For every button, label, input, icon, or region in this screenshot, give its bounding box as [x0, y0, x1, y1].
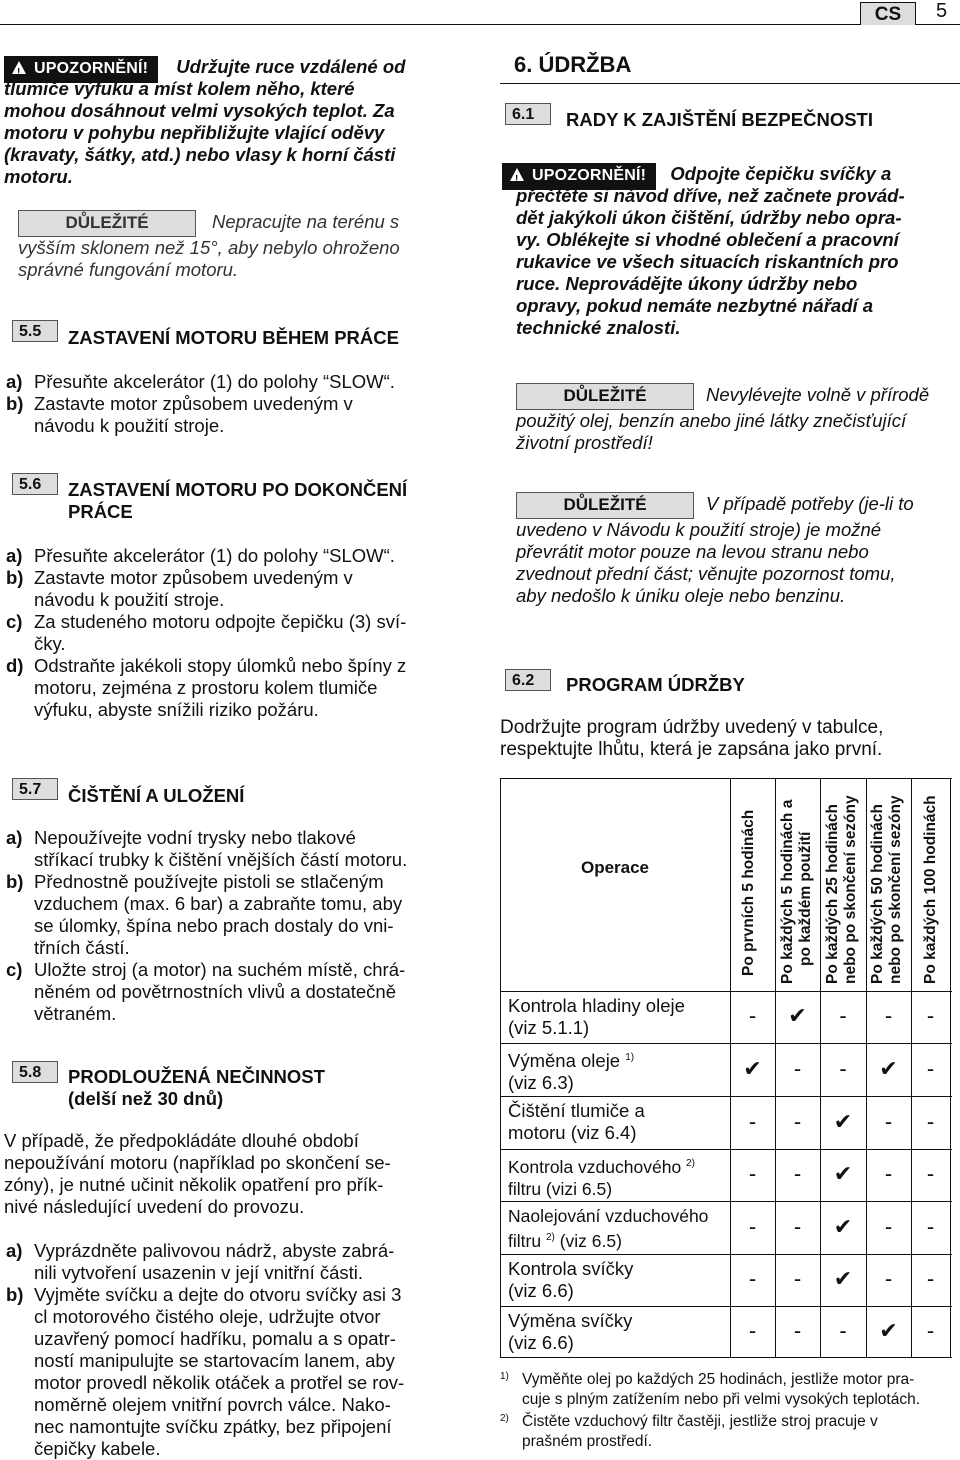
table-cell-mark: - — [884, 1161, 893, 1186]
table-cell-mark: - — [926, 1266, 935, 1291]
table-header-operation: Operace — [580, 858, 650, 877]
section-number-5-5: 5.5 — [12, 320, 58, 342]
footnote-2: 2) Čistěte vzduchový filtr častěji, jestliže stroj pracuje v prašném prostředí. — [500, 1413, 878, 1450]
list-item: a) Přesuňte akcelerátor (1) do polohy “SLOW“. — [6, 371, 395, 392]
table-col-header: Po každých 5 hodinách a po každém použití — [779, 799, 814, 984]
table-cell-mark: - — [793, 1266, 802, 1291]
table-cell-mark: - — [884, 1266, 893, 1291]
section-title-5-8: PRODLOUŽENÁ NEČINNOST (delší než 30 dnů) — [68, 1066, 325, 1109]
table-col-header: Po každých 100 hodinách — [922, 795, 939, 984]
table-cell-mark: - — [884, 1108, 893, 1134]
table-cell-mark: - — [748, 1213, 757, 1239]
table-cell-mark: - — [884, 1003, 893, 1028]
important-block-1: DŮLEŽITÉ Nepracujte na terénu s vyšším sklonem než 15°, aby nebylo ohroženo správné fungování motoru. — [18, 211, 400, 280]
paragraph: V případě, že předpokládáte dlouhé období nepoužívání motoru (například po skončení se- zóny), je nutné učinit několik opatření pro přík- nivé následující uvedení do provozu. — [4, 1130, 391, 1217]
chapter-rule — [500, 83, 960, 84]
table-border — [500, 1306, 952, 1307]
section-title-5-6: ZASTAVENÍ MOTORU PO DOKONČENÍ PRÁCE — [68, 479, 408, 522]
important-label: DŮLEŽITÉ — [18, 210, 196, 237]
table-border — [500, 1357, 952, 1358]
page-number: 5 — [936, 0, 948, 22]
table-cell-mark: - — [926, 1055, 935, 1081]
section-number-6-2: 6.2 — [505, 669, 551, 691]
warning-label: !UPOZORNĚNÍ! — [4, 56, 158, 83]
section-title-5-7: ČIŠTĚNÍ A ULOŽENÍ — [68, 785, 245, 806]
table-cell-mark: ✔ — [833, 1266, 853, 1291]
table-border — [500, 1149, 952, 1150]
table-cell-mark: - — [839, 1055, 847, 1081]
warning-block-1: !UPOZORNĚNÍ! Udržujte ruce vzdálené od tlumiče výfuku a míst kolem něho, které mohou dosáhnout velmi vysokých teplot. Za motoru v pohybu nepřibližujte vlající oděvy (kravaty, šátky, atd.) nebo vlasy k horní části motoru. — [4, 56, 460, 188]
section-title-5-5: ZASTAVENÍ MOTORU BĚHEM PRÁCE — [68, 327, 399, 348]
table-cell-mark: ✔ — [833, 1161, 853, 1186]
list-item: a) Nepoužívejte vodní trysky nebo tlakové stříkací trubky k čištění vnějších částí motoru. — [6, 827, 408, 870]
list-item: d) Odstraňte jakékoli stopy úlomků nebo špíny z motoru, zejména z prostoru kolem tlumiče výfuku, abyste snížili riziko požáru. — [6, 655, 407, 720]
list-item: b) Přednostně používejte pistoli se stlačeným vzduchem (max. 6 bar) a zabraňte tomu, aby se úlomky, špína nebo prach dostaly do vni- třních částí. — [6, 871, 403, 958]
warning-block-2: !UPOZORNĚNÍ! Odpojte čepičku svíčky a přečtěte si návod dříve, než začnete provád- dět jakýkoli úkon čištění, údržby nebo opra- vy. Oblékejte si vhodné oblečení a pracovní rukavice ve všech situacích riskantních pro ruce. Neprovádějte úkony údržby nebo opravy, pokud nemáte nezbytné nářadí a technické znalosti. — [500, 163, 956, 339]
list-item: a) Vyprázdněte palivovou nádrž, abyste zabrá- nili vytvoření usazenin v její vnitřní části. — [6, 1240, 395, 1283]
table-cell-mark: ✔ — [833, 1108, 853, 1134]
table-border — [500, 1043, 952, 1044]
table-row-label: Výměna oleje $^{1)}$ (viz 6.3) — [508, 1050, 635, 1094]
table-col-header: Po každých 50 hodinách nebo po skončení sezóny — [869, 795, 904, 984]
list-item: b) Zastavte motor způsobem uvedeným v návodu k použití stroje. — [6, 567, 353, 610]
table-cell-mark: - — [748, 1317, 757, 1343]
important-label: DŮLEŽITÉ — [516, 383, 694, 410]
table-cell-mark: - — [839, 1317, 847, 1343]
list-item: c) Uložte stroj (a motor) na suchém místě, chrá- něném od povětrnostních vlivů a dostatečně větraném. — [6, 959, 406, 1024]
table-border — [500, 778, 952, 779]
table-cell-mark: - — [793, 1161, 802, 1186]
important-label: DŮLEŽITÉ — [516, 492, 694, 519]
paragraph: Dodržujte program údržby uvedený v tabulce, respektujte lhůtu, která je zapsána jako první. — [500, 717, 884, 760]
list-item: a) Přesuňte akcelerátor (1) do polohy “SLOW“. — [6, 545, 395, 566]
table-cell-mark: - — [839, 1003, 847, 1028]
table-row-label: Čištění tlumiče a motoru (viz 6.4) — [508, 1100, 645, 1143]
table-cell-mark: ✔ — [788, 1003, 807, 1028]
table-cell-mark: ✔ — [879, 1317, 898, 1343]
table-row-label: Kontrola svíčky (viz 6.6) — [508, 1258, 634, 1301]
table-row-label: Kontrola hladiny oleje (viz 5.1.1) — [508, 995, 685, 1038]
maintenance-table — [500, 778, 952, 1357]
warning-icon — [12, 61, 26, 74]
warning-label: !UPOZORNĚNÍ! — [502, 163, 656, 190]
table-cell-mark: - — [748, 1108, 757, 1134]
section-number-6-1: 6.1 — [505, 103, 551, 125]
table-cell-mark: - — [926, 1161, 935, 1186]
table-border — [500, 1096, 952, 1097]
table-row-label: Výměna svíčky (viz 6.6) — [508, 1310, 633, 1353]
table-cell-mark: - — [793, 1213, 802, 1239]
warning-icon — [510, 168, 524, 181]
table-border — [950, 778, 951, 1357]
table-cell-mark: - — [926, 1213, 935, 1239]
table-cell-mark: - — [793, 1055, 802, 1081]
table-cell-mark: - — [926, 1317, 935, 1343]
chapter-title: 6. ÚDRŽBA — [514, 52, 632, 77]
important-block-2: DŮLEŽITÉ Nevylévejte volně v přírodě použitý olej, benzín anebo jiné látky znečisťující životní prostředí! — [516, 384, 930, 453]
table-cell-mark: - — [748, 1266, 757, 1291]
section-number-5-8: 5.8 — [12, 1061, 58, 1083]
table-cell-mark: ✔ — [879, 1055, 898, 1081]
footnote-1: 1) Vyměňte olej po každých 25 hodinách, jestliže motor pra- cuje s plným zatížením nebo při velmi vysokých teplotách. — [500, 1371, 921, 1408]
table-border — [500, 1201, 952, 1202]
table-border — [500, 1254, 952, 1255]
table-row-label: Naolejování vzduchového filtru $^{2)}$ (viz 6.5) — [508, 1206, 709, 1251]
language-badge: CS — [860, 2, 916, 25]
table-cell-mark: - — [926, 1108, 935, 1134]
table-cell-mark: - — [748, 1161, 757, 1186]
important-block-3: DŮLEŽITÉ V případě potřeby (je-li to uvedeno v Návodu k použití stroje) je možné převrátit motor pouze na levou stranu nebo zvednout přední část; věnujte pozornost tomu, aby nedošlo k úniku oleje nebo benzinu. — [516, 493, 914, 606]
header-rule — [0, 24, 960, 25]
section-number-5-7: 5.7 — [12, 778, 58, 800]
list-item: c) Za studeného motoru odpojte čepičku (3) sví- čky. — [6, 611, 407, 654]
table-col-header: Po každých 25 hodinách nebo po skončení sezóny — [824, 795, 859, 984]
table-cell-mark: - — [884, 1213, 893, 1239]
table-cell-mark: - — [748, 1003, 757, 1028]
table-cell-mark: - — [926, 1003, 935, 1028]
table-border — [500, 991, 952, 992]
section-title-6-2: PROGRAM ÚDRŽBY — [566, 674, 745, 695]
list-item: b) Vyjměte svíčku a dejte do otvoru svíčky asi 3 cl motorového čistého oleje, udržujte otvor uzavřený pomocí hadříku, pomalu a s opatr- ností manipulujte se startovacím lanem, aby motor provedl několik otáček a protřel se rov- noměrně olejem vnitřní povrch válce. Nako- nec namontujte svíčku zpátky, bez připojení čepičky kabele. — [6, 1284, 405, 1459]
table-row-label: Kontrola vzduchového $^{2)}$ filtru (vizi 6.5) — [508, 1156, 695, 1199]
section-number-5-6: 5.6 — [12, 473, 58, 495]
list-item: b) Zastavte motor způsobem uvedeným v návodu k použití stroje. — [6, 393, 353, 436]
section-title-6-1: RADY K ZAJIŠTĚNÍ BEZPEČNOSTI — [566, 109, 874, 130]
table-cell-mark: - — [793, 1108, 802, 1134]
table-col-header: Po prvních 5 hodinách — [740, 809, 757, 976]
table-cell-mark: - — [793, 1317, 802, 1343]
table-cell-mark: ✔ — [833, 1213, 853, 1239]
table-cell-mark: ✔ — [743, 1055, 762, 1081]
